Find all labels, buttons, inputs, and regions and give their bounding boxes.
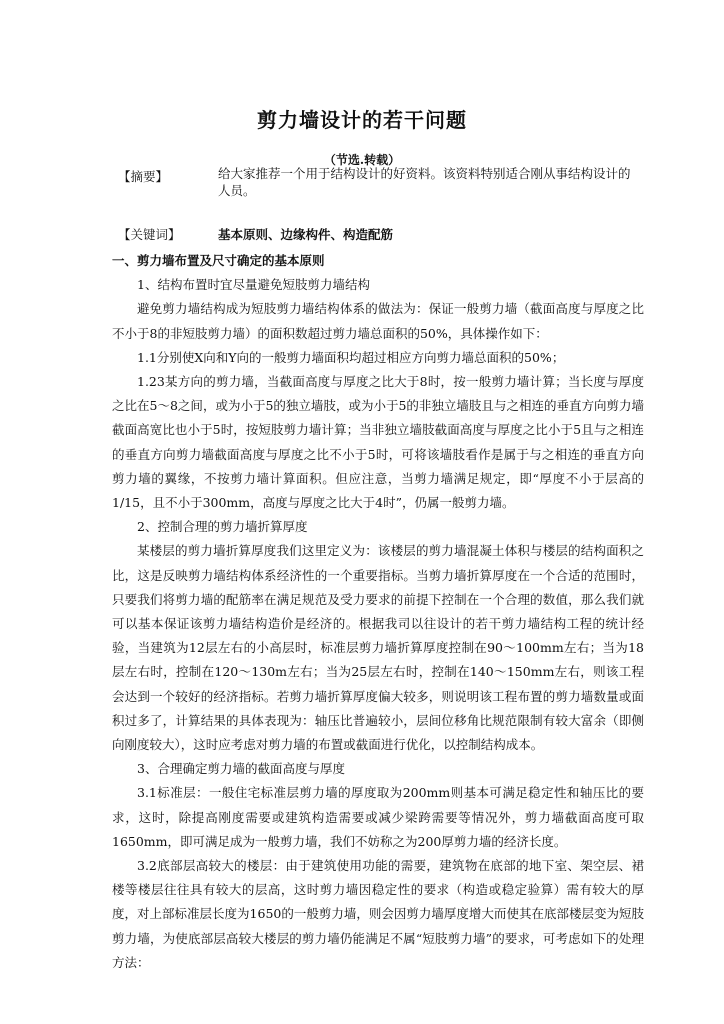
paragraph: 1.23某方向的剪力墙，当截面高度与厚度之比大于8时，按一般剪力墙计算；当长度与厚度之比在5～8之间，或为小于5的独立墙肢，或为小于5的非独立墙肢且与之相连的垂直方向剪力墙截面高宽比也小于5时，按短肢剪力墙计算；当非独立墙肢截面高度与厚度之比小于5且与之相连的垂直方向剪力墙截面高度与厚度之比不小于5时，可将该墙肢看作是属于与之相连的垂直方向剪力墙的翼缘，不按剪力墙计算面积。但应注意，当剪力墙满足规定，即“厚度不小于层高的1/15，且不小于300mm，高度与厚度之比大于4时”，仍属一般剪力墙。 <box>112 374 644 511</box>
paragraph: 3.2底部层高较大的楼层：由于建筑使用功能的需要，建筑物在底部的地下室、架空层、裙楼等楼层往往具有较大的层高，这时剪力墙因稳定性的要求（构造或稳定验算）需有较大的厚度，对上部标准层长度为1650的一般剪力墙，则会因剪力墙厚度增大而使其在底部楼层变为短肢剪力墙，为使底部层高较大楼层的剪力墙仍能满足不属“短肢剪力墙”的要求，可考虑如下的处理方法： <box>112 858 644 970</box>
paragraph: 避免剪力墙结构成为短肢剪力墙结构体系的做法为：保证一般剪力墙（截面高度与厚度之比不小于8的非短肢剪力墙）的面积数超过剪力墙总面积的50%，具体操作如下： <box>112 301 644 341</box>
document-title: 剪力墙设计的若干问题 <box>257 108 467 132</box>
paragraph: 1.1分别使X向和Y向的一般剪力墙面积均超过相应方向剪力墙总面积的50%； <box>137 349 565 365</box>
document-subtitle: （节选.转载） <box>323 153 401 167</box>
keywords-text: 基本原则、边缘构件、构造配筋 <box>218 227 394 242</box>
paragraph: 1、结构布置时宜尽量避免短肢剪力墙结构 <box>137 277 370 293</box>
paragraph: 2、控制合理的剪力墙折算厚度 <box>137 519 308 535</box>
paragraph: 3、合理确定剪力墙的截面高度与厚度 <box>137 761 345 777</box>
abstract-text: 给大家推荐一个用于结构设计的好资料。该资料特别适合刚从事结构设计的人员。 <box>218 166 631 198</box>
keywords-label: 【关键词】 <box>118 227 181 242</box>
paragraph: 某楼层的剪力墙折算厚度我们这里定义为：该楼层的剪力墙混凝土体积与楼层的结构面积之比，这是反映剪力墙结构体系经济性的一个重要指标。当剪力墙折算厚度在一个合适的范围时，只要我们将剪力墙的配筋率在满足规范及受力要求的前提下控制在一个合理的数值，那么我们就可以基本保证该剪力墙结构造价是经济的。根据我司以往设计的若干剪力墙结构工程的统计经验，当建筑为12层左右的小高层时，标准层剪力墙折算厚度控制在90～100mm左右；当为18层左右时，控制在120～130m左右；当为25层左右时，控制在140～150mm左右，则该工程会达到一个较好的经济指标。若剪力墙折算厚度偏大较多，则说明该工程布置的剪力墙数量或面积过多了，计算结果的具体表现为：轴压比普遍较小，层间位移角比规范限制有较大富余（即侧向刚度较大），这时应考虑对剪力墙的布置或截面进行优化，以控制结构成本。 <box>112 543 644 753</box>
document-body <box>112 249 644 975</box>
paragraph: 3.1标准层：一般住宅标准层剪力墙的厚度取为200mm则基本可满足稳定性和轴压比的要求，这时，除提高刚度需要或建筑构造需要或减少梁跨需要等情况外，剪力墙截面高度可取1650mm，即可满足成为一般剪力墙，我们不妨称之为200厚剪力墙的经济长度。 <box>112 785 644 849</box>
abstract-label: 【摘要】 <box>118 169 169 184</box>
section-heading: 一、剪力墙布置及尺寸确定的基本原则 <box>112 253 325 268</box>
